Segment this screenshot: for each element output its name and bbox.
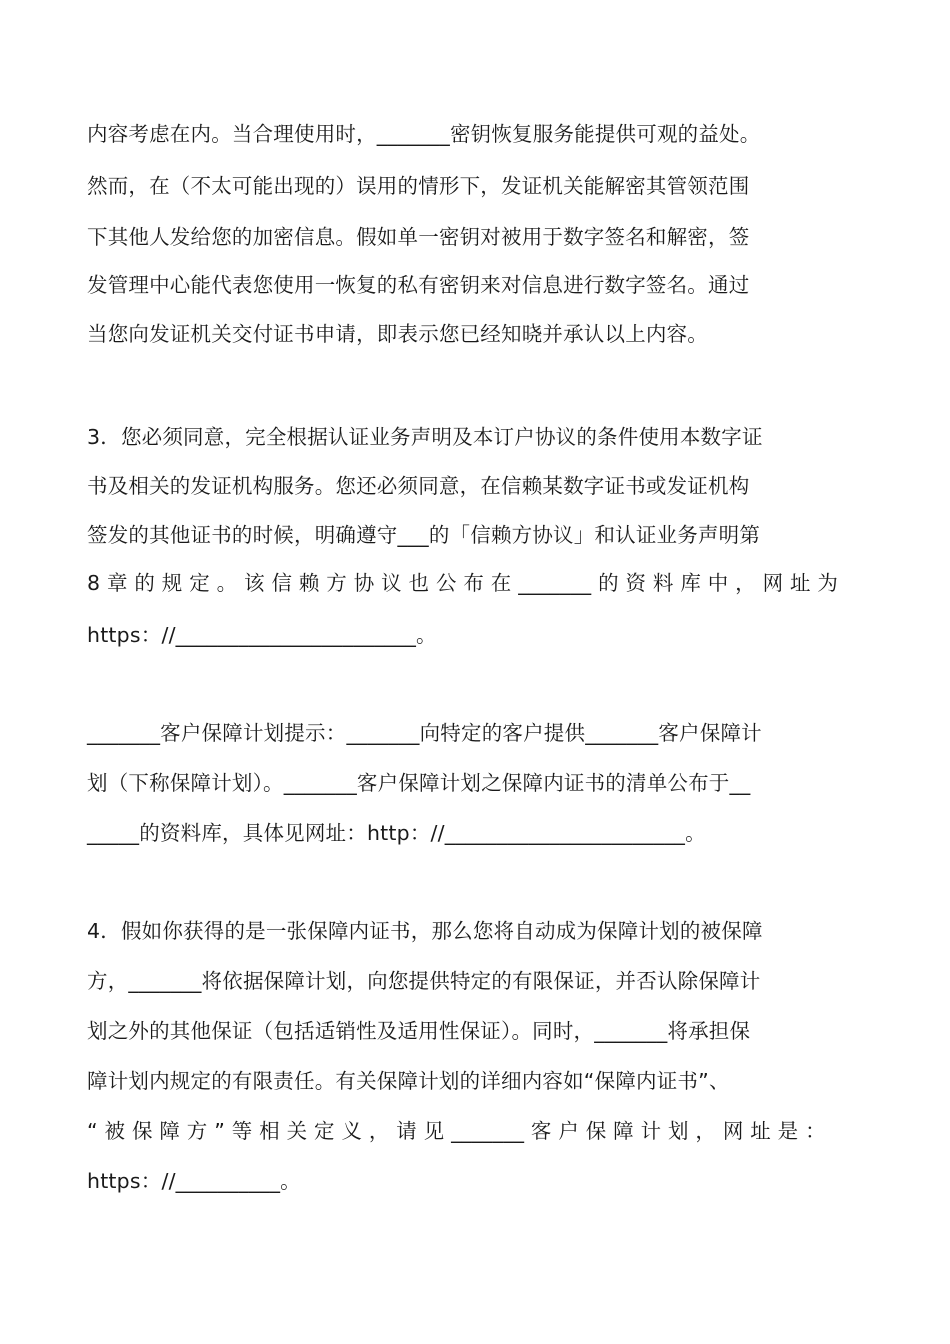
paragraph-line: 划之外的其他保证（包括适销性及适用性保证）。同时，_______将承担保 bbox=[87, 1019, 751, 1043]
paragraph-line: https：//_______________________。 bbox=[87, 623, 437, 647]
paragraph-line: 签发的其他证书的时候，明确遵守___的「信赖方协议」和认证业务声明第 bbox=[87, 523, 761, 547]
paragraph-line: 然而，在（不太可能出现的）误用的情形下，发证机关能解密其管领范围 bbox=[87, 174, 750, 198]
paragraph-line: 障计划内规定的有限责任。有关保障计划的详细内容如“保障内证书”、 bbox=[87, 1069, 730, 1093]
paragraph-line: _____的资料库，具体见网址：http：//_______________________。 bbox=[87, 821, 706, 845]
paragraph-line: https：//__________。 bbox=[87, 1169, 301, 1193]
paragraph-line: 4．假如你获得的是一张保障内证书，那么您将自动成为保障计划的被保障 bbox=[87, 919, 763, 943]
paragraph-line: 书及相关的发证机构服务。您还必须同意，在信赖某数字证书或发证机构 bbox=[87, 474, 750, 498]
paragraph-line: 8 章 的 规 定 。 该 信 赖 方 协 议 也 公 布 在 _______ 的 资 料 库 中 ， 网 址 为 bbox=[87, 571, 839, 595]
paragraph-line: “ 被 保 障 方 ” 等 相 关 定 义 ， 请 见 _______ 客 户 保 障 计 划 ， 网 址 是 ： bbox=[87, 1119, 826, 1143]
paragraph-line: 3．您必须同意，完全根据认证业务声明及本订户协议的条件使用本数字证 bbox=[87, 425, 763, 449]
paragraph-line: 当您向发证机关交付证书申请，即表示您已经知晓并承认以上内容。 bbox=[87, 322, 708, 346]
paragraph-line: 发管理中心能代表您使用一恢复的私有密钥来对信息进行数字签名。通过 bbox=[87, 273, 750, 297]
paragraph-line: _______客户保障计划提示：_______向特定的客户提供_______客户保障计 bbox=[87, 721, 762, 745]
paragraph-line: 划（下称保障计划）。_______客户保障计划之保障内证书的清单公布于__ bbox=[87, 771, 751, 795]
paragraph-line: 方，_______将依据保障计划，向您提供特定的有限保证，并否认除保障计 bbox=[87, 969, 761, 993]
paragraph-line: 下其他人发给您的加密信息。假如单一密钥对被用于数字签名和解密，签 bbox=[87, 225, 750, 249]
paragraph-line: 内容考虑在内。当合理使用时，_______密钥恢复服务能提供可观的益处。 bbox=[87, 122, 761, 146]
